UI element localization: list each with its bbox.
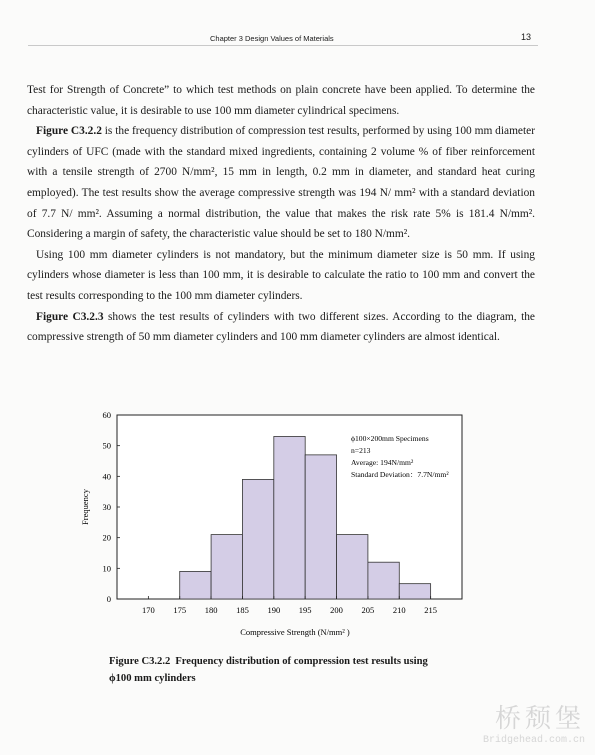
x-tick-label: 205: [361, 605, 375, 615]
y-tick-label: 50: [102, 440, 111, 451]
watermark-logo: [483, 698, 585, 746]
figure-caption: [109, 654, 529, 687]
x-tick-label: 215: [424, 605, 438, 615]
caption-line-2: ϕ100 mm cylinders: [109, 672, 196, 684]
annotation-line: ϕ100×200mm Specimens: [351, 434, 429, 443]
histogram-bar-175-180: [180, 571, 211, 599]
x-axis-label: Compressive Strength (N/mm² ): [240, 627, 350, 637]
paragraph-3: Using 100 mm diameter cylinders is not mandatory, but the minimum diameter size is 50 mm. If using cylinders whose diameter is less than 100 mm, it is desirable to calculate the ratio to 100 mm and convert the test results corresponding to the 100 mm diameter cylinders.: [27, 248, 535, 302]
x-tick-label: 190: [267, 605, 281, 615]
x-tick-label: 200: [330, 605, 343, 615]
page-header: [0, 32, 595, 46]
chapter-title: Chapter 3 Design Values of Materials: [210, 34, 334, 43]
watermark-chinese: 桥颓堡: [494, 704, 585, 734]
paragraph-4-text: shows the test results of cylinders with two different sizes. According to the diagram, the compressive strength of 50 mm diameter cylinders and 100 mm diameter cylinders are almost identical.: [27, 310, 535, 344]
paragraph-2-text: is the frequency distribution of compression test results, performed by using 100 mm diameter cylinders of UFC (made with the standard mixed ingredients, containing 2 volume % of fiber reinforcement with a tensile strength of 2700 N/mm², 15 mm in length, 0.2 mm in diameter, and standard heat curing employed). The test results show the average compressive strength was 194 N/ mm² with a standard deviation of 7.7 N/ mm². Assuming a normal distribution, the value that makes the risk rate 5% is 181.4 N/mm². Considering a margin of safety, the characteristic value should be set to 180 N/mm².: [27, 125, 535, 241]
x-tick-label: 180: [204, 605, 218, 615]
y-tick-label: 0: [106, 594, 111, 604]
caption-text: Frequency distribution of compression test results using: [175, 656, 428, 667]
caption-line-1: [109, 654, 529, 671]
histogram-bar-205-210: [368, 562, 399, 599]
histogram-chart: [80, 402, 480, 647]
histogram-bar-190-195: [274, 436, 305, 599]
figure-reference: Figure C3.2.3: [36, 310, 104, 323]
y-axis-label: Frequency: [80, 489, 90, 525]
figure-reference: Figure C3.2.2: [36, 125, 102, 138]
annotation-line: n=213: [351, 446, 371, 455]
y-tick-label: 40: [102, 471, 111, 482]
x-tick-label: 210: [392, 605, 406, 615]
x-tick-label: 175: [173, 605, 187, 615]
paragraph-2: [27, 121, 535, 245]
x-tick-label: 195: [298, 605, 312, 615]
histogram-bar-185-190: [242, 479, 273, 599]
header-rule: [28, 45, 538, 46]
histogram-bar-200-205: [337, 535, 368, 599]
histogram-bar-180-185: [211, 535, 242, 599]
annotation-line: Average: 194N/mm²: [351, 458, 414, 467]
page-number: 13: [521, 32, 532, 42]
histogram-bar-210-215: [399, 584, 430, 599]
body-text: [27, 80, 535, 348]
y-tick-label: 60: [102, 410, 111, 420]
x-tick-label: 185: [236, 605, 249, 615]
paragraph-1: Test for Strength of Concrete” to which test methods on plain concrete have been applied. To determine the characteristic value, it is desirable to use 100 mm diameter cylindrical specimens.: [27, 84, 535, 117]
histogram-bar-195-200: [305, 455, 336, 599]
caption-number: Figure C3.2.2: [109, 656, 171, 667]
histogram-svg: [80, 402, 480, 642]
y-tick-label: 30: [102, 502, 111, 512]
x-tick-label: 170: [141, 605, 155, 615]
paragraph-4: [27, 307, 535, 348]
y-tick-label: 20: [102, 532, 111, 543]
annotation-line: Standard Deviation：7.7N/mm²: [351, 470, 449, 479]
watermark-url: Bridgehead.com.cn: [482, 735, 585, 746]
y-tick-label: 10: [102, 563, 111, 574]
